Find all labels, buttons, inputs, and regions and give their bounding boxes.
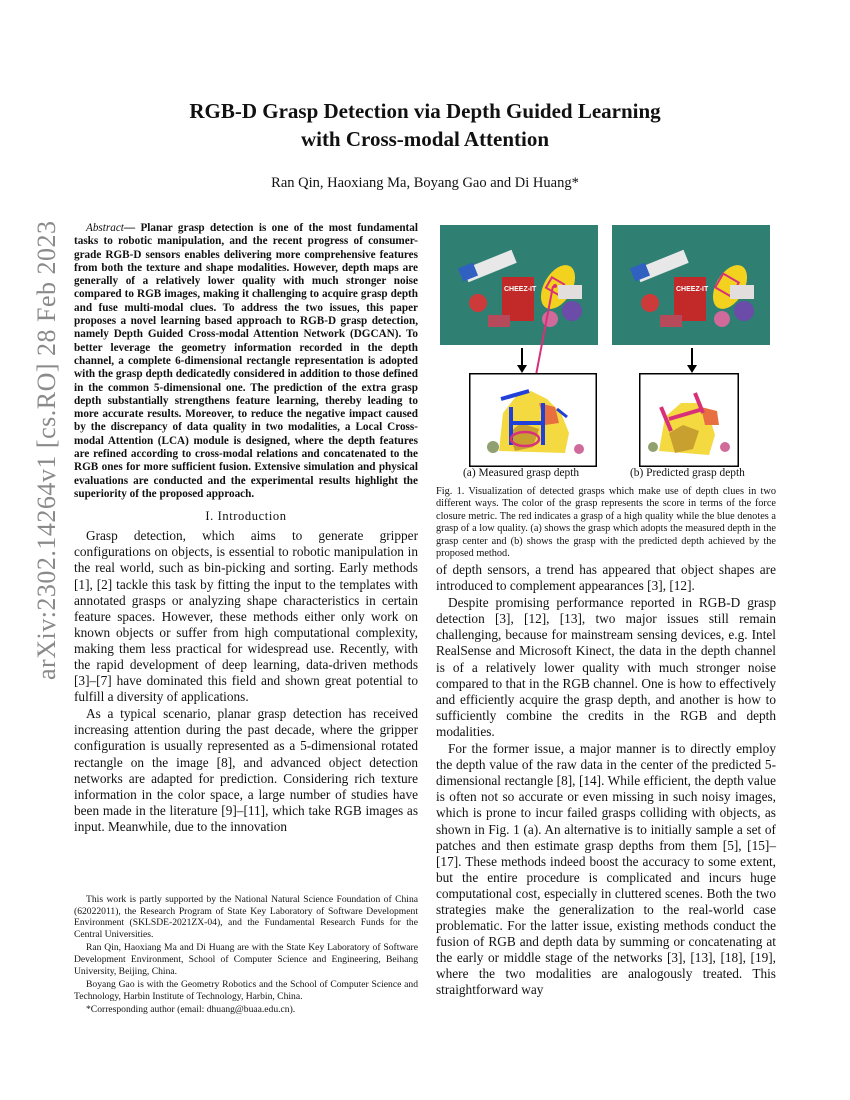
right-paragraph-2: Despite promising performance reported in RGB-D grasp detection [3], [12], [13], two major issues still remain challenging, because for mainstream sensing devices, e.g. Intel RealSense and Microsoft Kinect, the data in the depth channel is of a relatively lower quality with much stronger noise compared to that in the RGB channel. One is how to effectively and efficiently acquire the grasp depth, and another is how to sufficiently combine the credits in the RGB and depth modalities. [436, 595, 776, 739]
abstract-label: Abstract [86, 222, 124, 234]
product-label-a: CHEEZ-IT [504, 286, 537, 293]
figure-pointcloud-b [639, 373, 739, 467]
figure-1 [436, 222, 776, 562]
figure-caption: Fig. 1. Visualization of detected grasps which make use of depth clues in two different ways. The color of the grasp represents the score in terms of the force closure metric. The red indicates a grasp of a high quality while the blue denotes a grasp of a low quality. (a) shows the grasp which adopts the measured depth in the grasp center and (b) shows the grasp with the predicted depth achieved by the proposed method. [436, 486, 776, 560]
title-line-1: RGB-D Grasp Detection via Depth Guided Learning [189, 99, 661, 123]
right-paragraph-3: For the former issue, a major manner is to directly employ the depth value of the raw data in the center of the predicted 5-dimensional rectangle [8], [14]. While efficient, the depth value is often not so accurate or even missing in such noisy images, which is prone to incur failed grasps colliding with objects, as shown in Fig. 1 (a). An alternative is to initially sample a set of patches and then estimate grasp depths from them [5], [15]–[17]. These methods indeed boost the accuracy to some extent, but the entire procedure is complicated and incurs huge computational cost, especially in cluttered scenes. Both the two strategies make the generalization to the real-world case problematic. For the latter issue, existing methods conduct the fusion of RGB and depth data by summing or concatenating at the early or middle stage of the networks [3], [13], [18], [19], where the two modalities are analogously treated. This straightforward way [436, 741, 776, 998]
intro-paragraph-2: As a typical scenario, planar grasp detection has received increasing attention during the past decade, where the gripper configuration is usually represented as a 5-dimensional rotated rectangle on the image [8], and advanced object detection networks are adapted for prediction. Considering rich texture information in the color space, a large number of studies have been made in the literature [9]–[11], which take RGB images as input. Meanwhile, due to the innovation [74, 706, 418, 834]
left-column [74, 222, 418, 836]
figure-pointcloud-a [469, 373, 597, 467]
footnote-funding: This work is partly supported by the National Natural Science Foundation of China (62022011), the Research Program of State Key Laboratory of Software Development Environment (SKLSDE-2021ZX-04), and the Fundamental Research Funds for the Central Universities. [74, 894, 418, 940]
abstract-text: — Planar grasp detection is one of the most fundamental tasks to robotic manipulation, and the recent progress of consumer-grade RGB-D sensors enables delivering more comprehensive features from both the texture and shape modalities. However, depth maps are generally of a relatively lower quality with much stronger noise compared to RGB images, making it challenging to acquire grasp depth and fuse multi-modal clues. To address the two issues, this paper proposes a novel learning based approach to RGB-D grasp detection, namely Depth Guided Cross-modal Attention Network (DGCAN). To better leverage the geometry information recorded in the depth channel, a complete 6-dimensional rectangle representation is adopted with the grasp depth dedicatedly considered in addition to those defined in the common 5-dimensional one. The prediction of the extra grasp depth substantially strengthens feature learning, thereby leading to more accurate results. Moreover, to reduce the negative impact caused by the discrepancy of data quality in two modalities, a Local Cross-modal Attention (LCA) module is designed, where the depth features are refined according to cross-modal relations and concatenated to the RGB ones for more sufficient fusion. Extensive simulation and physical evaluations are conducted and the experimental results highlight the superiority of the proposed approach. [74, 222, 418, 500]
footnote-corresponding: *Corresponding author (email: dhuang@buaa.edu.cn). [86, 1004, 296, 1016]
right-column [436, 222, 776, 1000]
author-list: Ran Qin, Haoxiang Ma, Boyang Gao and Di Huang* [271, 175, 579, 191]
arxiv-identifier: arXiv:2302.14264v1 [cs.RO] 28 Feb 2023 [32, 220, 61, 680]
subcaption-a: (a) Measured grasp depth [463, 467, 580, 479]
intro-paragraph-1: Grasp detection, which aims to generate gripper configurations on objects, is essential to robotic manipulation in the real world, such as bin-picking and sorting. Early methods [1], [2] tackle this task by fitting the input to the templates with annotated grasps or analyzing shape characteristics in certain feature spaces. However, these methods either only work on known objects or suffer from high computational complexity, making them less practical for widespread use. Recently, with the rapid development of deep learning, data-driven methods [3]–[7] have dominated this field and shown great potential to fulfill a diversity of applications. [74, 528, 418, 705]
footnotes [74, 894, 418, 1018]
footnote-affiliation-1: Ran Qin, Haoxiang Ma and Di Huang are with the State Key Laboratory of Software Development Environment, School of Computer Science and Engineering, Beihang University, Beijing, China. [74, 942, 418, 977]
abstract [74, 222, 418, 501]
paper-title [100, 97, 750, 153]
subcaption-b: (b) Predicted grasp depth [630, 467, 745, 479]
right-paragraph-1: of depth sensors, a trend has appeared that object shapes are introduced to complement appearances [3], [12]. [436, 562, 776, 594]
section-heading-introduction: I. Introduction [205, 509, 287, 524]
title-line-2: with Cross-modal Attention [300, 127, 550, 151]
arxiv-side-stamp [32, 220, 61, 1090]
footnote-affiliation-2: Boyang Gao is with the Geometry Robotics and the School of Computer Science and Technology, Harbin Institute of Technology, Harbin, China. [74, 979, 418, 1002]
product-label-b: CHEEZ-IT [676, 286, 709, 293]
